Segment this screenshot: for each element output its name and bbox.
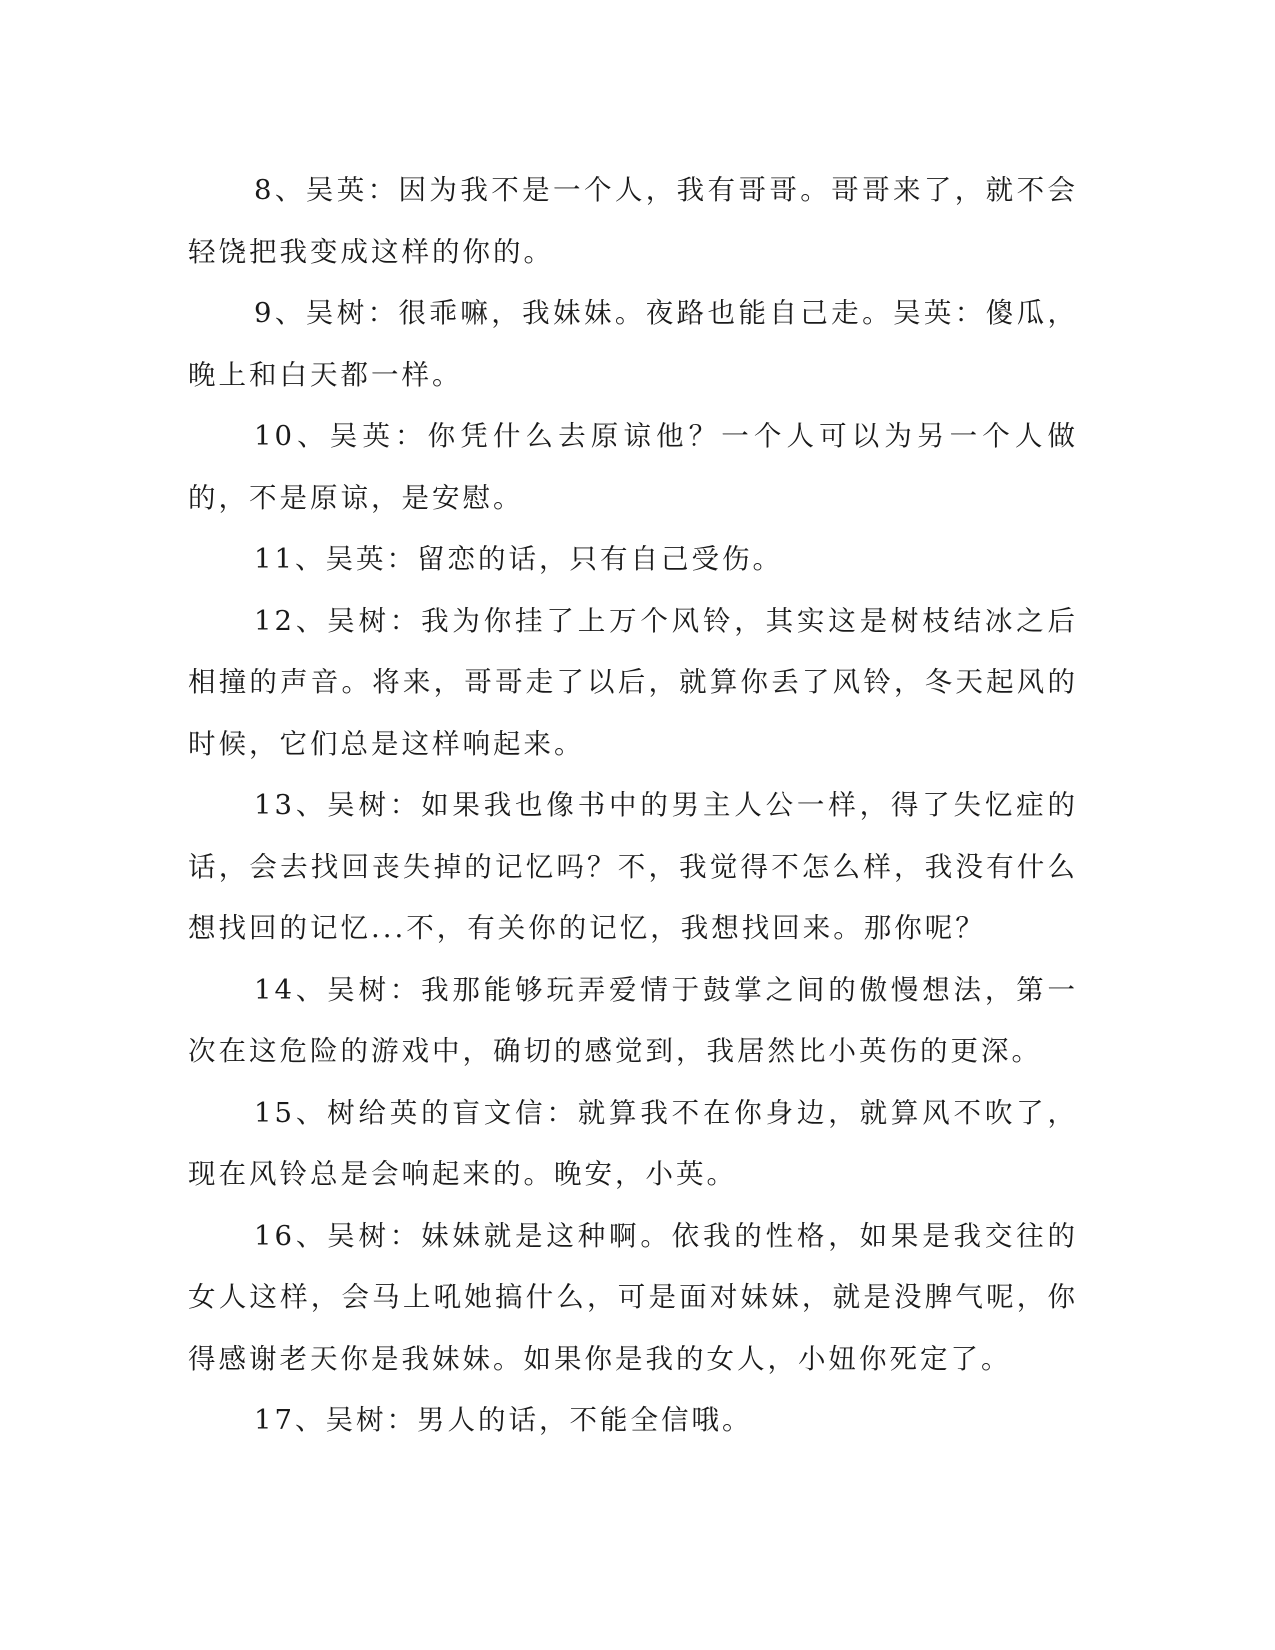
paragraph-10: 10、吴英：你凭什么去原谅他？一个人可以为另一个人做的，不是原谅，是安慰。: [188, 420, 1078, 514]
paragraph-9: 9、吴树：很乖嘛，我妹妹。夜路也能自己走。吴英：傻瓜，晚上和白天都一样。: [188, 297, 1078, 391]
paragraph-13: 13、吴树：如果我也像书中的男主人公一样，得了失忆症的话，会去找回丧失掉的记忆吗？不，我觉得不怎么样，我没有什么想找回的记忆...不，有关你的记忆，我想找回来。那你呢？: [188, 789, 1078, 944]
paragraph-8: 8、吴英：因为我不是一个人，我有哥哥。哥哥来了，就不会轻饶把我变成这样的你的。: [188, 174, 1078, 268]
paragraph-11: 11、吴英：留恋的话，只有自己受伤。: [254, 543, 783, 575]
paragraph-17: 17、吴树：男人的话，不能全信哦。: [254, 1404, 753, 1436]
paragraph-14: 14、吴树：我那能够玩弄爱情于鼓掌之间的傲慢想法，第一次在这危险的游戏中，确切的感觉到，我居然比小英伤的更深。: [188, 973, 1078, 1067]
paragraph-16: 16、吴树：妹妹就是这种啊。依我的性格，如果是我交往的女人这样，会马上吼她搞什么，可是面对妹妹，就是没脾气呢，你得感谢老天你是我妹妹。如果你是我的女人，小妞你死定了。: [188, 1219, 1078, 1375]
paragraph-15: 15、树给英的盲文信：就算我不在你身边，就算风不吹了，现在风铃总是会响起来的。晚安，小英。: [188, 1096, 1078, 1190]
document-body: [188, 160, 1078, 1452]
paragraph-12: 12、吴树：我为你挂了上万个风铃，其实这是树枝结冰之后相撞的声音。将来，哥哥走了以后，就算你丢了风铃，冬天起风的时候，它们总是这样响起来。: [188, 604, 1078, 760]
